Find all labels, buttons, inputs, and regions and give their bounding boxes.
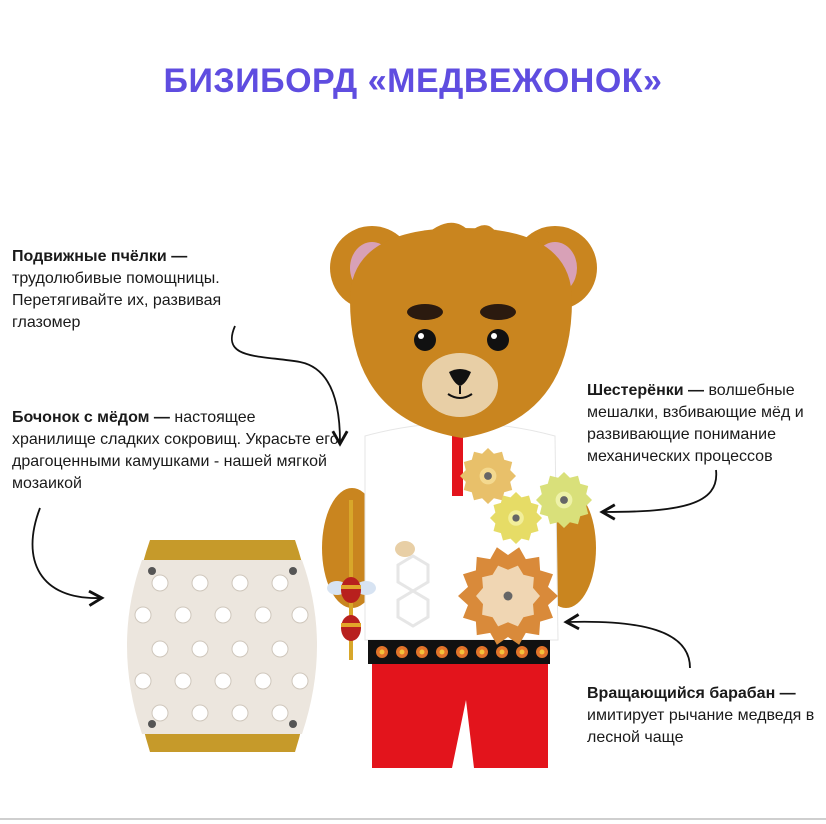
note-drum-heading: Вращающийся барабан —: [587, 685, 796, 702]
arrow-barrel: [33, 508, 101, 598]
barrel-board: [127, 540, 317, 752]
note-bees-heading: Подвижные пчёлки —: [12, 248, 188, 265]
note-barrel-text: настоящее хранилище сладких сокровищ. Украсьте его драгоценными камушками - нашей мягкой мозаикой: [12, 409, 339, 492]
note-drum-text: имитирует рычание медведя в лесной чаще: [587, 707, 815, 746]
arrow-gears: [604, 470, 716, 512]
note-bees-text: трудолюбивые помощницы. Перетягивайте их, развивая глазомер: [12, 270, 222, 331]
note-gears-text: волшебные мешалки, взбивающие мёд и развивающие понимание механических процессов: [587, 382, 804, 465]
arrow-drum: [568, 622, 690, 668]
belt-flowers: [376, 646, 548, 658]
page-title: БИЗИБОРД «МЕДВЕЖОНОК»: [163, 62, 663, 100]
note-barrel-heading: Бочонок с мёдом —: [12, 409, 170, 426]
arrow-bees: [232, 326, 340, 442]
bottom-divider: [0, 818, 826, 820]
note-gears-heading: Шестерёнки —: [587, 382, 705, 399]
